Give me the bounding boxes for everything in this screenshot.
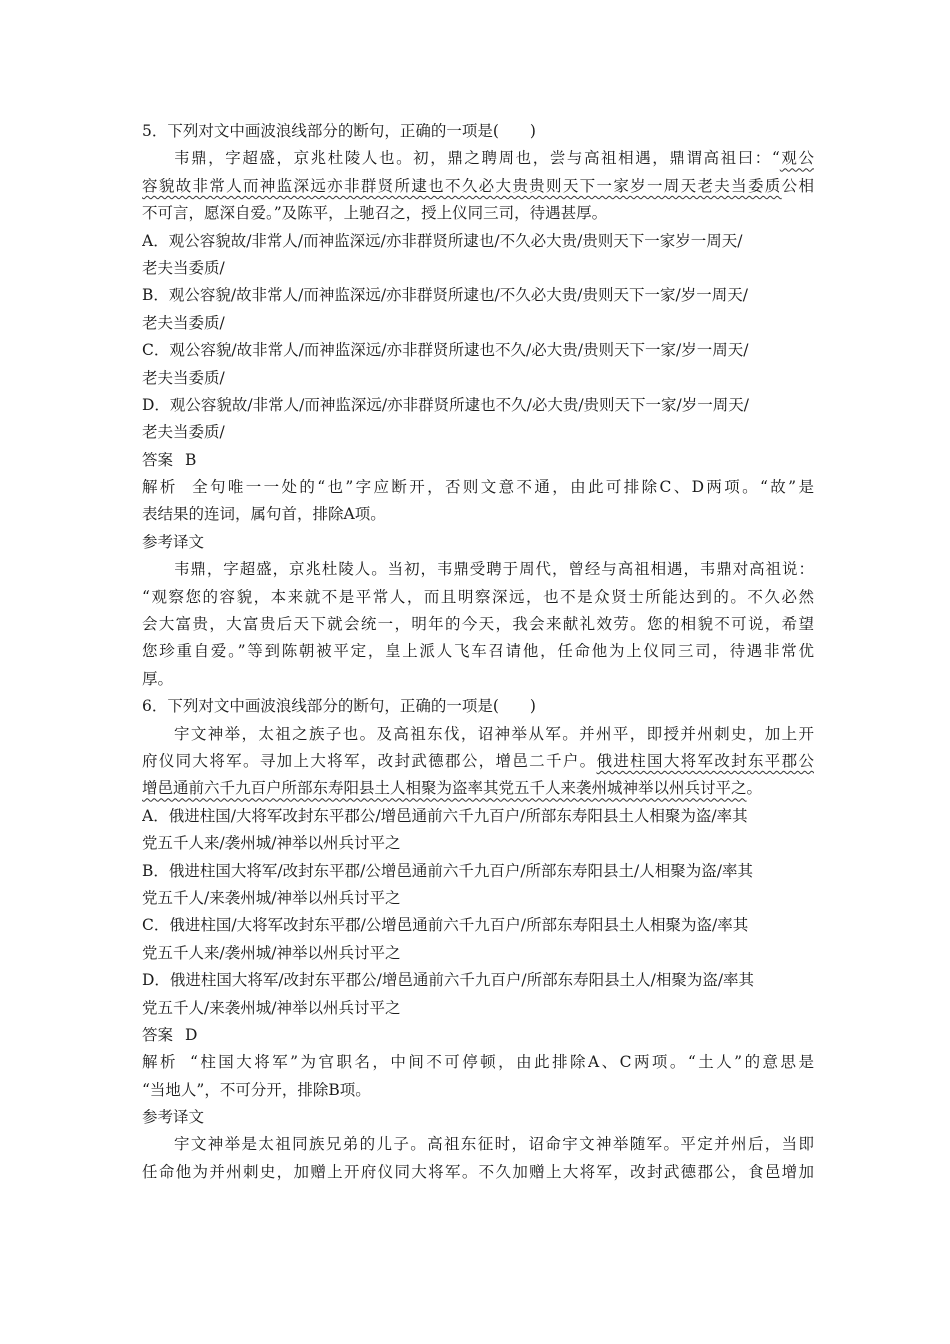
q5-option-c-cont: 老夫当委质/ <box>142 368 225 387</box>
analysis-label: 解析 <box>142 478 178 497</box>
q6-option-a: A．俄进柱国/大将军改封东平郡公/增邑通前六千九百户/所部东寿阳县土人相聚为盗/率其 <box>142 806 748 825</box>
analysis-text: 全句唯一一处的“也”字应断开，否则文意不通，由此可排除C、D两项。“故”是 <box>189 478 814 497</box>
q6-option-c-cont: 党五千人来/袭州城/神举以州兵讨平之 <box>142 943 401 962</box>
q6-passage-line <box>142 748 814 775</box>
q5-option-d-cont: 老夫当委质/ <box>142 423 225 442</box>
q5-passage-line: 不可言，愿深自爱。”及陈平，上驰召之，授上仪同三司，待遇甚厚。 <box>142 204 608 223</box>
q5-wavy-text: 观公 <box>779 149 814 168</box>
q5-passage-line <box>142 145 814 172</box>
q5-option-c: C．观公容貌/故非常人/而神监深远/亦非群贤所逮也不久/必大贵/贵则天下一家/岁一周天/ <box>142 341 749 360</box>
analysis-label: 解析 <box>142 1053 178 1072</box>
q5-translation-line: 韦鼎，字超盛，京兆杜陵人。当初，韦鼎受聘于周代，曾经与高祖相遇，韦鼎对高祖说： <box>174 560 814 579</box>
q5-option-b-cont: 老夫当委质/ <box>142 313 225 332</box>
q5-passage-text: 韦鼎，字超盛，京兆杜陵人也。初，鼎之聘周也，尝与高祖相遇，鼎谓高祖曰：“ <box>174 149 780 168</box>
q6-passage-line <box>142 775 814 802</box>
answer-label: 答案 <box>142 1025 174 1044</box>
q6-wavy-text: 增邑通前六千九百户所部东寿阳县土人相聚为盗率其党五千人来袭州城神举以州兵讨平之 <box>142 779 747 798</box>
q6-translation-line: 任命他为并州刺史，加赠上开府仪同大将军。不久加赠上大将军，改封武德郡公，食邑增加 <box>142 1162 814 1181</box>
q5-passage-text: 公相 <box>781 176 814 195</box>
q5-analysis <box>142 474 814 501</box>
q6-answer <box>142 1022 814 1049</box>
document-page <box>142 118 814 1186</box>
q6-analysis <box>142 1049 814 1076</box>
q5-option-a: A．观公容貌故/非常人/而神监深远/亦非群贤所逮也/不久必大贵/贵则天下一家岁一周天/ <box>142 231 743 250</box>
q6-passage-text: 。 <box>746 779 763 798</box>
q6-option-c: C．俄进柱国/大将军改封东平郡/公增邑通前六千九百户/所部东寿阳县土人相聚为盗/率其 <box>142 916 749 935</box>
q5-wavy-text: 容貌故非常人而神监深远亦非群贤所逮也不久必大贵贵则天下一家岁一周天老夫当委质 <box>142 176 782 195</box>
q6-option-b: B．俄进柱国大将军/改封东平郡/公增邑通前六千九百户/所部东寿阳县土/人相聚为盗/率其 <box>142 861 754 880</box>
q6-translation-line: 宇文神举是太祖同族兄弟的儿子。高祖东征时，诏命宇文神举随军。平定并州后，当即 <box>174 1135 814 1154</box>
q5-translation-line: 您珍重自爱。”等到陈朝被平定，皇上派人飞车召请他，任命他为上仪同三司，待遇非常优 <box>142 642 814 661</box>
answer-label: 答案 <box>142 450 174 469</box>
q6-translation-label: 参考译文 <box>142 1108 205 1127</box>
q5-option-b: B．观公容貌/故非常人/而神监深远/亦非群贤所逮也/不久必大贵/贵则天下一家/岁一周天/ <box>142 286 748 305</box>
q5-passage-line <box>142 173 814 200</box>
q5-translation-label: 参考译文 <box>142 532 205 551</box>
q5-option-a-cont: 老夫当委质/ <box>142 258 225 277</box>
q5-option-d: D．观公容貌故/非常人/而神监深远/亦非群贤所逮也不久/必大贵/贵则天下一家/岁一周天/ <box>142 395 749 414</box>
answer-value: B <box>185 450 197 469</box>
q5-translation-line: “观察您的容貌，本来就不是平常人，而且明察深远，也不是众贤士所能达到的。不久必然 <box>142 587 814 606</box>
q5-stem: 5．下列对文中画波浪线部分的断句，正确的一项是( ) <box>142 122 536 140</box>
q6-stem: 6．下列对文中画波浪线部分的断句，正确的一项是( ) <box>142 697 536 716</box>
analysis-text: “柱国大将军”为官职名，中间不可停顿，由此排除A、C两项。“土人”的意思是 <box>189 1053 814 1072</box>
q6-analysis-cont: “当地人”，不可分开，排除B项。 <box>142 1080 371 1099</box>
q6-option-d-cont: 党五千人/来袭州城/神举以州兵讨平之 <box>142 998 401 1017</box>
q5-answer <box>142 447 814 474</box>
q6-option-a-cont: 党五千人来/袭州城/神举以州兵讨平之 <box>142 834 401 853</box>
q5-translation-line: 会大富贵，大富贵后天下就会统一，明年的今天，我会来献礼效劳。您的相貌不可说，希望 <box>142 615 814 634</box>
q5-analysis-cont: 表结果的连词，属句首，排除A项。 <box>142 505 386 524</box>
q6-option-d: D．俄进柱国大将军/改封东平郡公/增邑通前六千九百户/所部东寿阳县土人/相聚为盗/率其 <box>142 971 755 990</box>
answer-value: D <box>185 1025 198 1044</box>
q6-passage-text: 府仪同大将军。寻加上大将军，改封武德郡公，增邑二千户。 <box>142 751 597 770</box>
q6-wavy-text: 俄进柱国大将军改封东平郡公 <box>596 751 814 770</box>
q6-option-b-cont: 党五千人/来袭州城/神举以州兵讨平之 <box>142 888 401 907</box>
q5-translation-line: 厚。 <box>142 669 174 688</box>
q6-passage-line: 宇文神举，太祖之族子也。及高祖东伐，诏神举从军。并州平，即授并州刺史，加上开 <box>174 724 814 743</box>
